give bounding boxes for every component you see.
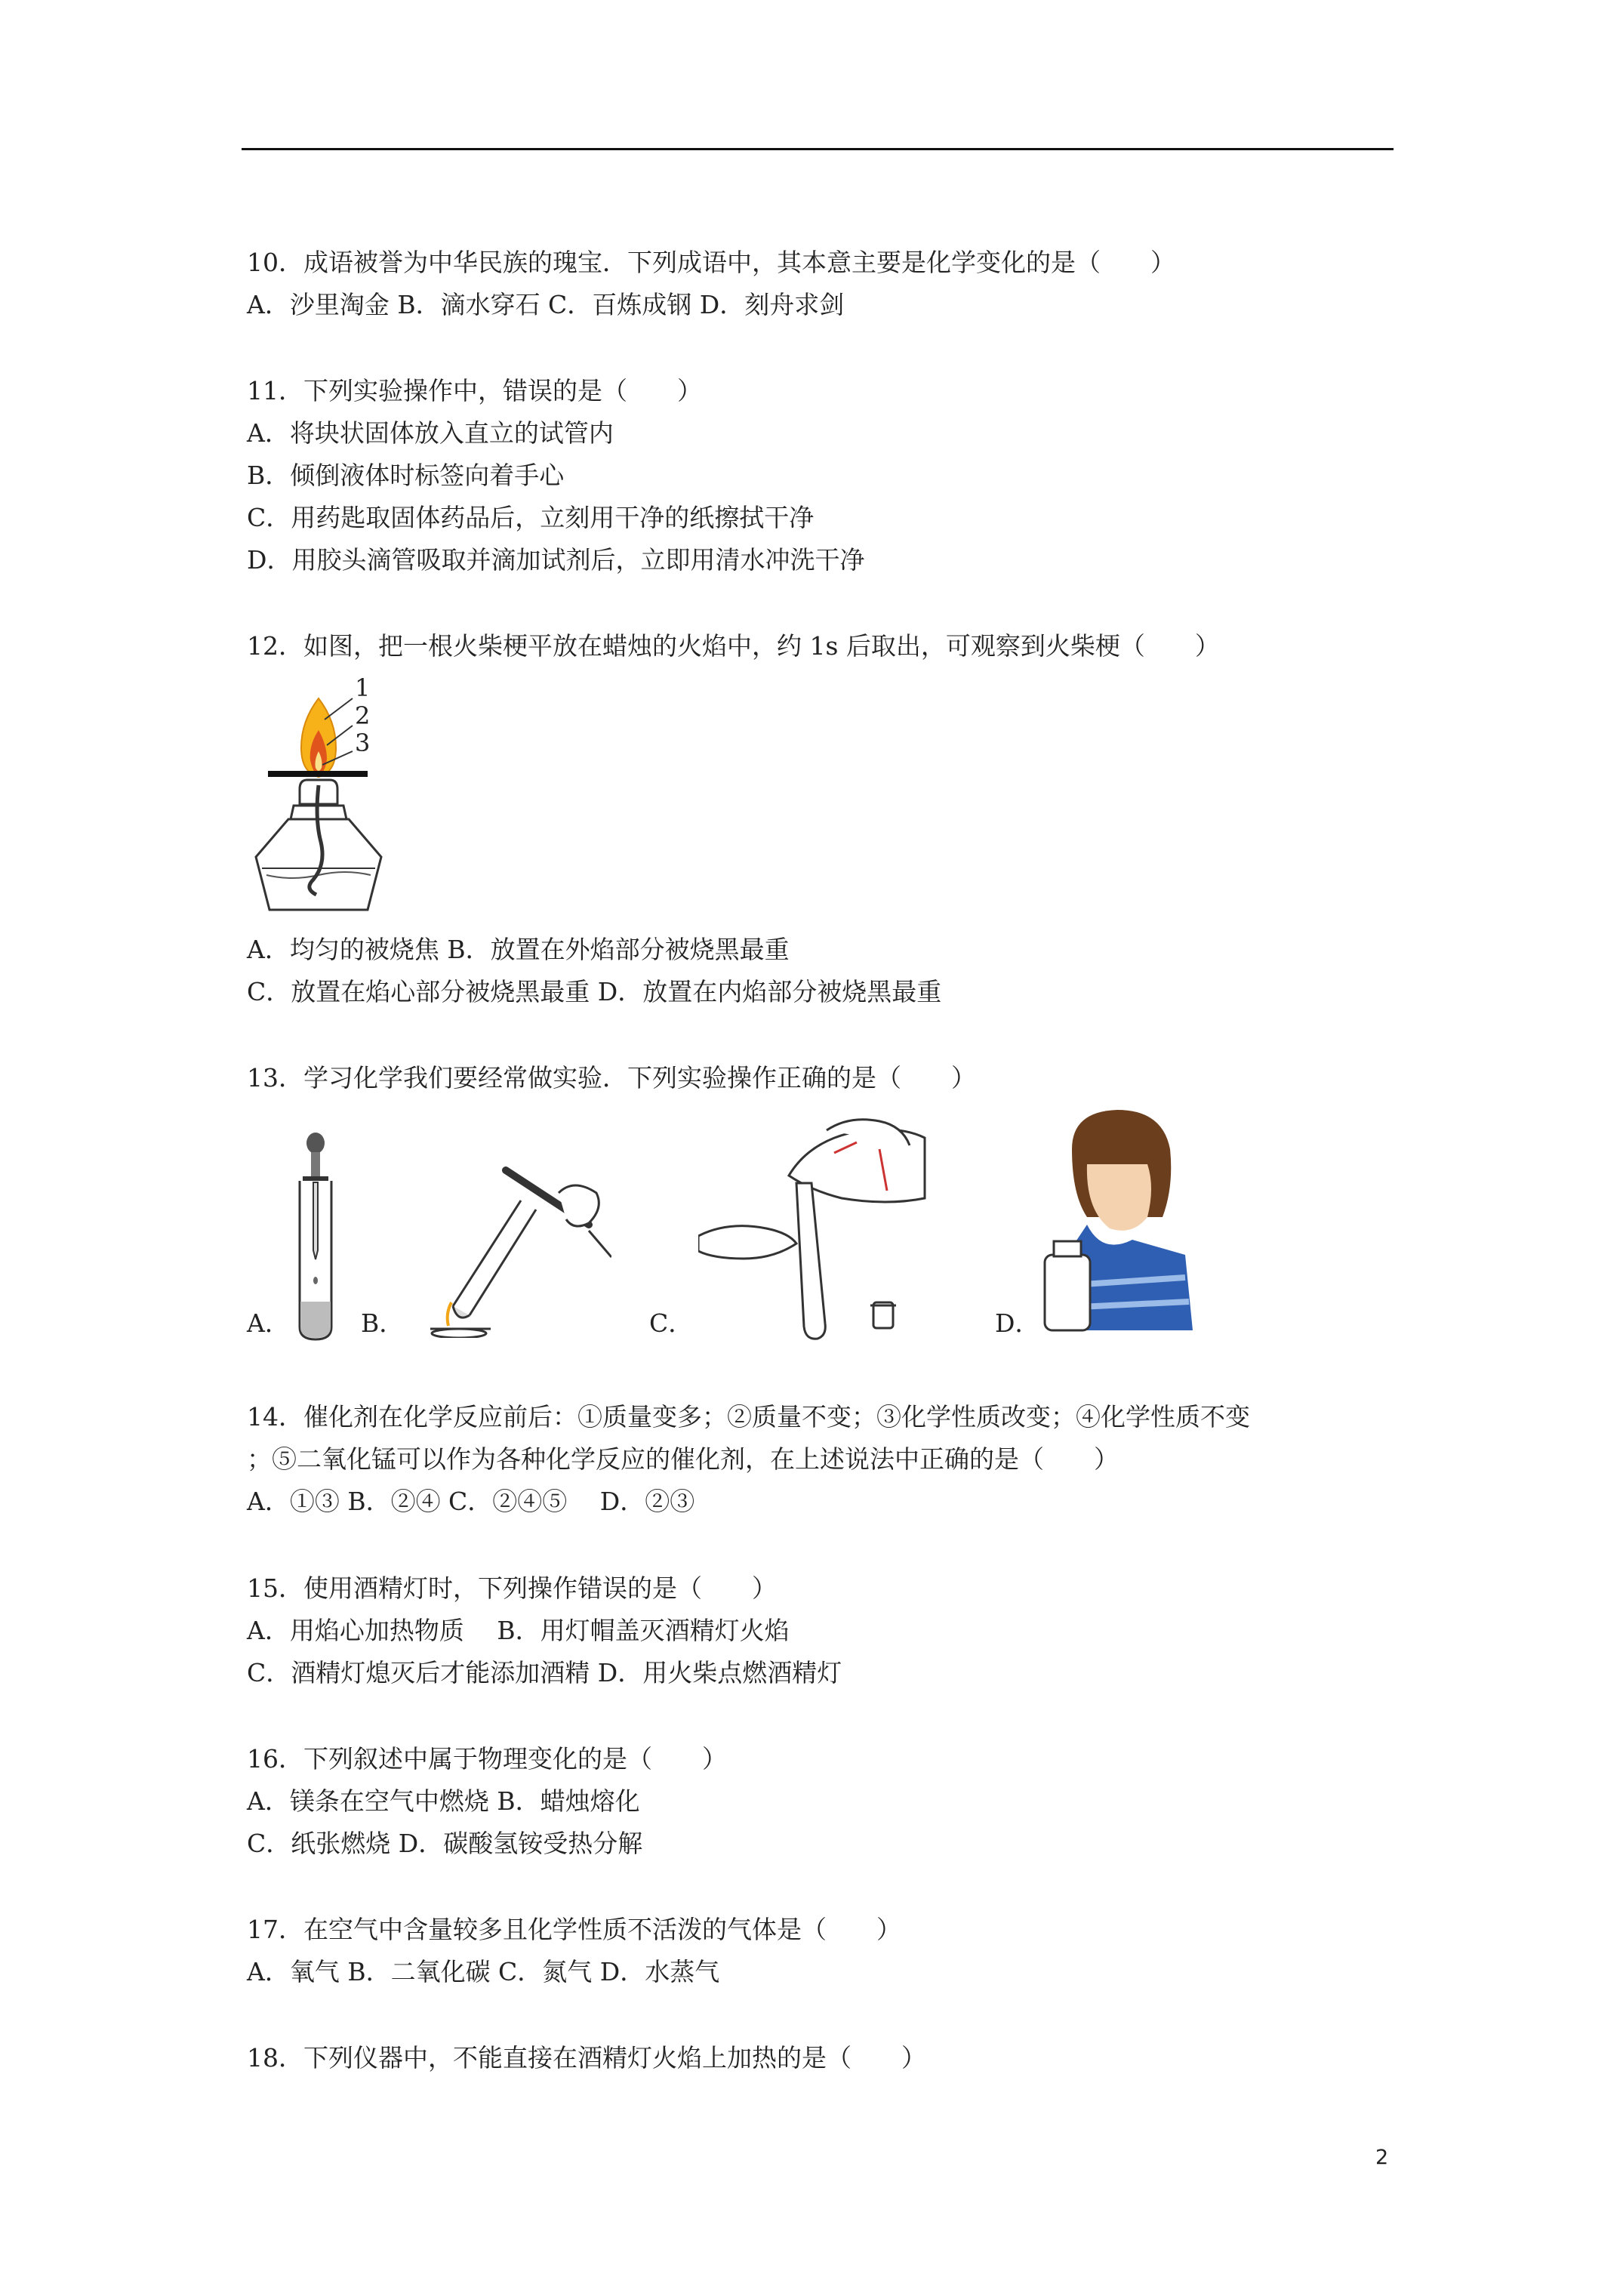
smelling-gas-figure bbox=[1042, 1104, 1193, 1335]
question-12-stem: 12．如图，把一根火柴梗平放在蜡烛的火焰中，约 1s 后取出，可观察到火柴梗（ ） bbox=[247, 631, 1220, 661]
pouring-liquid-figure bbox=[698, 1115, 932, 1342]
question-14-stem-line2: ；⑤二氧化锰可以作为各种化学反应的催化剂，在上述说法中正确的是（ ） bbox=[247, 1444, 1119, 1474]
question-18-stem: 18．下列仪器中，不能直接在酒精灯火焰上加热的是（ ） bbox=[247, 2043, 926, 2073]
question-10-stem: 10．成语被誉为中华民族的瑰宝．下列成语中，其本意主要是化学变化的是（ ） bbox=[247, 248, 1175, 277]
question-17-stem: 17．在空气中含量较多且化学性质不活泼的气体是（ ） bbox=[247, 1915, 901, 1944]
question-13-label-b: B． bbox=[361, 1308, 405, 1338]
question-15-option-ab: A．用焰心加热物质 B．用灯帽盖灭酒精灯火焰 bbox=[247, 1616, 790, 1645]
question-12-option-ab: A．均匀的被烧焦 B．放置在外焰部分被烧黑最重 bbox=[247, 935, 790, 964]
question-13-label-d: D． bbox=[995, 1308, 1040, 1338]
heating-tube-figure bbox=[408, 1148, 611, 1338]
question-16-option-ab: A．镁条在空气中燃烧 B．蜡烛熔化 bbox=[247, 1786, 640, 1816]
flame-label-2: 2 bbox=[355, 701, 371, 730]
question-13-label-a: A． bbox=[247, 1308, 290, 1338]
question-11-option-d: D．用胶头滴管吸取并滴加试剂后，立即用清水冲洗干净 bbox=[247, 545, 865, 575]
flame-label-3: 3 bbox=[355, 729, 371, 757]
question-11-option-c: C．用药匙取固体药品后，立刻用干净的纸擦拭干净 bbox=[247, 503, 815, 532]
question-13-stem: 13．学习化学我们要经常做实验．下列实验操作正确的是（ ） bbox=[247, 1063, 976, 1093]
question-11-option-b: B．倾倒液体时标签向着手心 bbox=[247, 461, 565, 490]
question-15-stem: 15．使用酒精灯时，下列操作错误的是（ ） bbox=[247, 1573, 777, 1603]
question-17-options: A．氧气 B．二氧化碳 C．氮气 D．水蒸气 bbox=[247, 1957, 720, 1986]
dropper-figure bbox=[289, 1130, 342, 1342]
question-16-stem: 16．下列叙述中属于物理变化的是（ ） bbox=[247, 1744, 727, 1774]
question-13-label-c: C． bbox=[649, 1308, 694, 1338]
flame-label-1: 1 bbox=[355, 673, 371, 702]
page-number: 2 bbox=[1375, 2146, 1389, 2169]
question-14-stem-line1: 14．催化剂在化学反应前后：①质量变多；②质量不变；③化学性质改变；④化学性质不变 bbox=[247, 1402, 1250, 1432]
question-15-option-cd: C．酒精灯熄灭后才能添加酒精 D．用火柴点燃酒精灯 bbox=[247, 1658, 842, 1687]
question-11-option-a: A．将块状固体放入直立的试管内 bbox=[247, 418, 614, 448]
question-11-stem: 11．下列实验操作中，错误的是（ ） bbox=[247, 376, 702, 405]
question-10-options: A．沙里淘金 B．滴水穿石 C．百炼成钢 D．刻舟求剑 bbox=[247, 290, 845, 319]
question-16-option-cd: C．纸张燃烧 D．碳酸氢铵受热分解 bbox=[247, 1829, 643, 1858]
question-12-option-cd: C．放置在焰心部分被烧黑最重 D．放置在内焰部分被烧黑最重 bbox=[247, 977, 942, 1006]
header-rule bbox=[242, 148, 1394, 150]
question-14-options: A．①③ B．②④ C．②④⑤ D．②③ bbox=[247, 1487, 695, 1516]
